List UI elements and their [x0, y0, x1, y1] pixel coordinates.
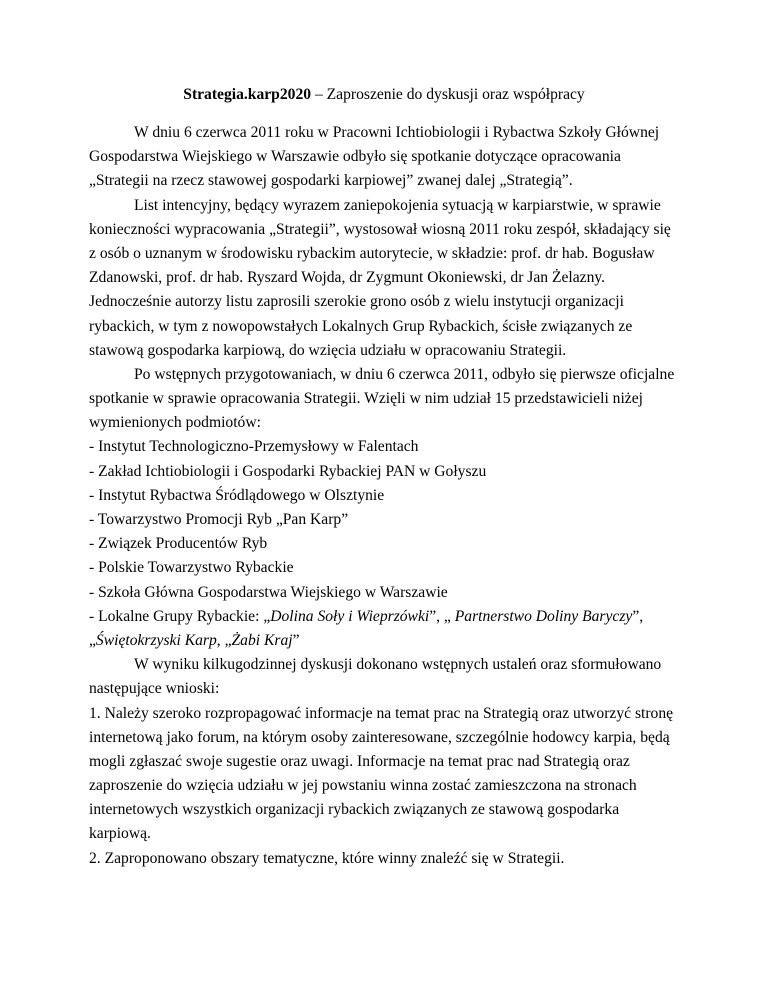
lgr-open: „ — [89, 631, 96, 649]
list-item-lgr-continued — [89, 629, 687, 653]
list-item-lgr — [89, 605, 687, 629]
paragraph-line: spotkanie w sprawie opracowania Strategii. Wzięli w nim udział 15 przedstawicieli niżej — [89, 390, 643, 408]
paragraph-line: List intencyjny, będący wyrazem zaniepokojenia sytuacją w karpiarstwie, w sprawie — [134, 196, 661, 214]
list-item: - Szkoła Główna Gospodarstwa Wiejskiego w Warszawie — [89, 583, 448, 601]
paragraph-line: rybackich, w tym z nowopowstałych Lokalnych Grup Rybackich, ścisłe związanych ze — [89, 317, 633, 335]
numbered-item-line: 2. Zaproponowano obszary tematyczne, które winny znaleźć się w Strategii. — [89, 849, 565, 867]
paragraph-line: Po wstępnych przygotowaniach, w dniu 6 czerwca 2011, odbyło się pierwsze oficjalne — [134, 365, 675, 383]
numbered-item-line: karpiową. — [89, 825, 151, 843]
numbered-item-line: internetowych wszystkich organizacji rybackich związanych ze stawową gospodarka — [89, 801, 620, 819]
paragraph-line: stawową gospodarka karpiową, do wzięcia udziału w opracowaniu Strategii. — [89, 341, 567, 359]
lgr-prefix: - Lokalne Grupy Rybackie: „ — [89, 607, 271, 625]
lgr-sep-1: ”, „ — [429, 607, 455, 625]
document-body — [89, 121, 687, 871]
paragraph-line: wymienionych podmiotów: — [89, 414, 261, 432]
paragraph-line: Zdanowski, prof. dr hab. Ryszard Wojda, dr Zygmunt Okoniewski, dr Jan Żelazny. — [89, 269, 606, 287]
title-rest: – Zaproszenie do dyskusji oraz współpracy — [311, 86, 585, 103]
paragraph-line: z osób o uznanym w środowisku rybackim autorytecie, w składzie: prof. dr hab. Bogusław — [89, 244, 655, 262]
list-item: - Związek Producentów Ryb — [89, 535, 268, 553]
document-title — [0, 85, 768, 105]
lgr-name-2: Partnerstwo Doliny Baryczy — [454, 607, 633, 625]
paragraph-line: konieczności wypracowania „Strategii”, wystosował wiosną 2011 roku zespół, składający się — [89, 220, 671, 238]
lgr-sep-3: , „ — [216, 631, 232, 649]
numbered-item-line: mogli zgłaszać swoje sugestie oraz uwagi. Informacje na temat prac nad Strategią oraz — [89, 752, 630, 770]
list-item: - Instytut Rybactwa Śródlądowego w Olsztynie — [89, 486, 385, 504]
list-item: - Towarzystwo Promocji Ryb „Pan Karp” — [89, 511, 349, 528]
paragraph-line: Jednocześnie autorzy listu zaprosili szerokie grono osób z wielu instytucji organizacji — [89, 293, 624, 311]
lgr-name-1: Dolina Soły i Wieprzówki — [270, 607, 430, 625]
paragraph-line: W wyniku kilkugodzinnej dyskusji dokonano wstępnych ustaleń oraz sformułowano — [134, 656, 662, 674]
lgr-sep-2: ”, — [632, 607, 644, 625]
list-item: - Polskie Towarzystwo Rybackie — [89, 559, 294, 577]
paragraph-line: W dniu 6 czerwca 2011 roku w Pracowni Ichtiobiologii i Rybactwa Szkoły Głównej — [134, 124, 660, 141]
paragraph-line: następujące wnioski: — [89, 680, 220, 698]
paragraph-line: „Strategii na rzecz stawowej gospodarki karpiowej” zwanej dalej „Strategią”. — [89, 172, 573, 190]
list-item: - Zakład Ichtiobiologii i Gospodarki Rybackiej PAN w Gołyszu — [89, 462, 487, 480]
numbered-item-line: internetową jako forum, na którym osoby zainteresowane, szczególnie hodowcy karpia, będą — [89, 728, 670, 746]
lgr-name-4: Żabi Kraj — [231, 631, 293, 649]
title-bold: Strategia.karp2020 — [183, 86, 312, 103]
numbered-item-line: zaproszenie do wzięcia udziału w jej powstaniu winna zostać zamieszczona na stronach — [89, 777, 637, 795]
paragraph-line: Gospodarstwa Wiejskiego w Warszawie odbyło się spotkanie dotyczące opracowania — [89, 148, 621, 166]
lgr-close: ” — [292, 631, 300, 649]
numbered-item-line: 1. Należy szeroko rozpropagować informacje na temat prac na Strategią oraz utworzyć stronę — [89, 704, 674, 722]
lgr-name-3: Świętokrzyski Karp — [95, 631, 217, 649]
list-item: - Instytut Technologiczno-Przemysłowy w Falentach — [89, 438, 419, 456]
